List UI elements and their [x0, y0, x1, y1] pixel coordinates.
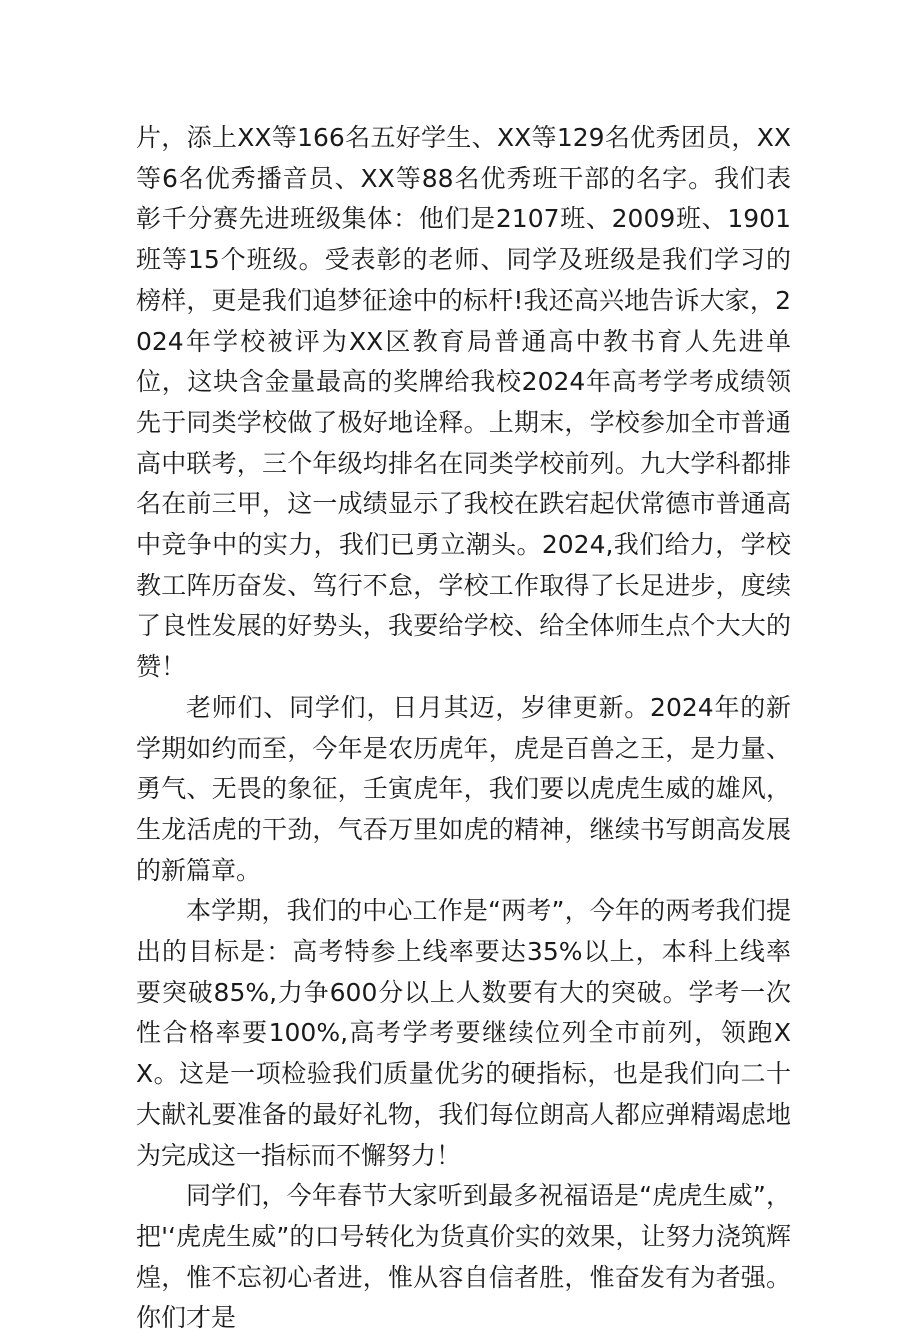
- paragraph-3: 本学期，我们的中心工作是“两考”，今年的两考我们提出的目标是：高考特参上线率要达35%以上，本科上线率要突破85%,力争600分以上人数要有大的突破。学考一次性合格率要100%,高考学考要继续位列全市前列，领跑XX。这是一项检验我们质量优劣的硬指标，也是我们向二十大献礼要准备的最好礼物，我们每位朗高人都应弹精竭虑地为完成这一指标而不懈努力！: [136, 896, 791, 1170]
- paragraph-1: 片，添上XX等166名五好学生、XX等129名优秀团员，XX等6名优秀播音员、XX等88名优秀班干部的名字。我们表彰千分赛先进班级集体：他们是2107班、2009班、1901班等15个班级。受表彰的老师、同学及班级是我们学习的榜样，更是我们追梦征途中的标杆!我还高兴地告诉大家，2024年学校被评为XX区教育局普通高中教书育人先进单位，这块含金量最高的奖牌给我校2024年高考学考成绩领先于同类学校做了极好地诠释。上期末，学校参加全市普通高中联考，三个年级均排名在同类学校前列。九大学科都排名在前三甲，这一成绩显示了我校在跌宕起伏常德市普通高中竞争中的实力，我们已勇立潮头。2024,我们给力，学校教工阵历奋发、笃行不怠，学校工作取得了长足进步，度续了良性发展的好势头，我要给学校、给全体师生点个大大的赞！: [136, 123, 791, 682]
- paragraph-2: 老师们、同学们，日月其迈，岁律更新。2024年的新学期如约而至，今年是农历虎年，虎是百兽之王，是力量、勇气、无畏的象征，壬寅虎年，我们要以虎虎生威的雄风，生龙活虎的干劲，气吞万里如虎的精神，继续书写朗高发展的新篇章。: [136, 692, 791, 885]
- paragraph-4: 同学们，今年春节大家听到最多祝福语是“虎虎生威”，把'‘虎虎生威”的口号转化为货真价实的效果，让努力浇筑辉煌，惟不忘初心者进，惟从容自信者胜，惟奋发有为者强。你们才是: [136, 1181, 791, 1333]
- document-body: [136, 118, 791, 1339]
